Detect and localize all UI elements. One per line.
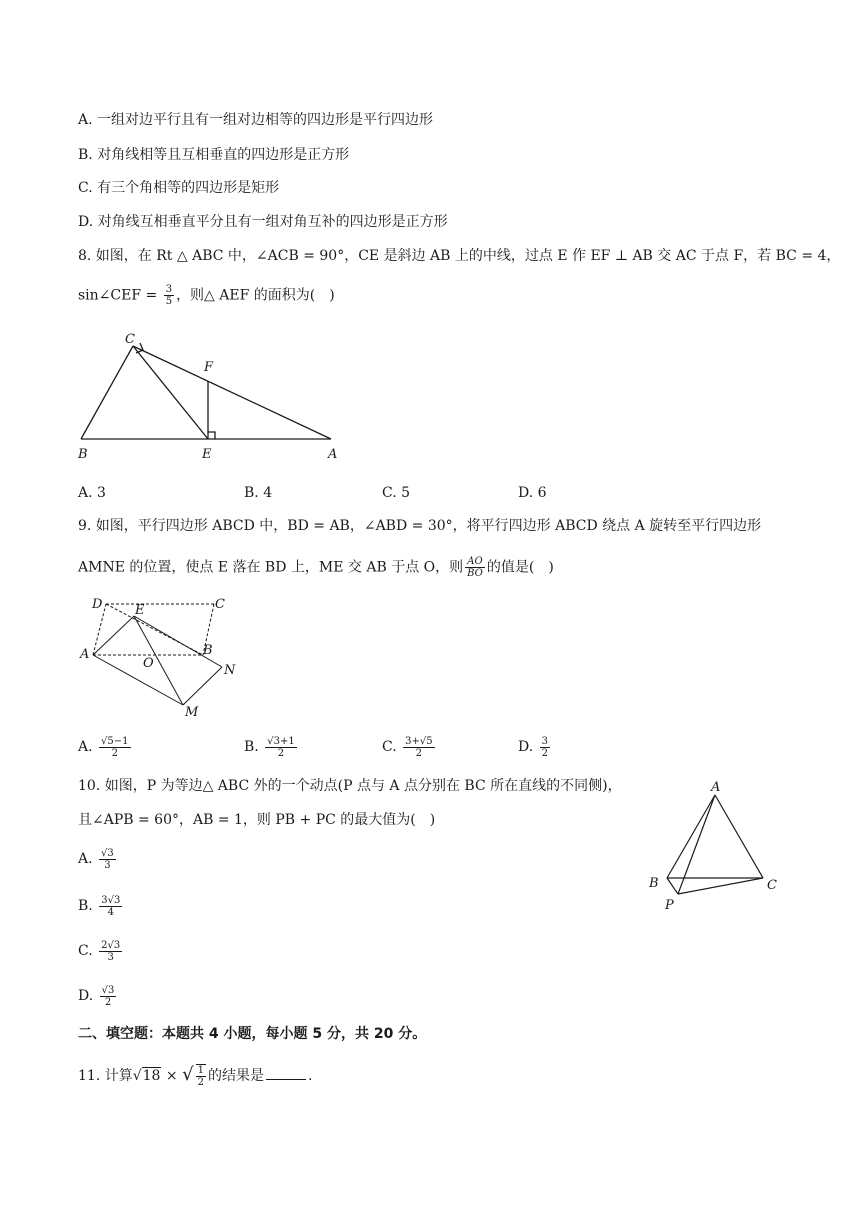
q9-option-b-label: B. bbox=[244, 739, 259, 755]
q9-option-b-num: √3+1 bbox=[267, 735, 295, 747]
q11-answer-blank[interactable] bbox=[266, 1065, 306, 1080]
q10-label-p: P bbox=[665, 898, 674, 913]
q11-stem bbox=[78, 1064, 312, 1088]
q8-option-b: B. 4 bbox=[244, 485, 273, 501]
q8-label-e: E bbox=[202, 447, 212, 462]
q7-option-b: B. 对角线相等且互相垂直的四边形是正方形 bbox=[78, 147, 350, 163]
q10-option-d-num: √3 bbox=[101, 984, 115, 996]
q9-option-d bbox=[518, 734, 552, 760]
q10-seg-ab bbox=[667, 795, 715, 878]
q8-option-a: A. 3 bbox=[78, 485, 106, 501]
q9-option-b bbox=[244, 734, 299, 760]
q11-prefix: 11. 计算 bbox=[78, 1068, 133, 1084]
q10-option-b-label: B. bbox=[78, 898, 93, 914]
q11-sqrt: √18 bbox=[132, 1068, 161, 1084]
q8-seg-bc bbox=[81, 346, 133, 439]
q7-option-c: C. 有三个角相等的四边形是矩形 bbox=[78, 180, 280, 196]
q9-label-a: A bbox=[80, 647, 90, 662]
q9-stem-line1: 9. 如图，平行四边形 ABCD 中，BD = AB，∠ABD = 30°，将平行四边形 ABCD 绕点 A 旋转至平行四边形 bbox=[78, 518, 762, 534]
q8-stem-suffix: ，则△ AEF 的面积为( ) bbox=[176, 287, 335, 304]
q9-option-c-label: C. bbox=[382, 739, 397, 755]
q9-label-d: D bbox=[92, 597, 103, 612]
q9-stem-suffix: 的值是( ) bbox=[486, 559, 554, 576]
q9-fraction bbox=[465, 556, 485, 579]
q8-frac-num: 3 bbox=[165, 284, 173, 295]
q10-seg-ac bbox=[715, 795, 763, 878]
q8-frac-den: 5 bbox=[165, 296, 173, 307]
q8-label-a: A bbox=[328, 447, 338, 462]
q8-seg-ca bbox=[133, 346, 331, 439]
q9-option-a-den: 2 bbox=[111, 747, 118, 759]
q9-options bbox=[78, 734, 778, 760]
q11-fraction bbox=[196, 1064, 206, 1088]
q10-seg-pc bbox=[678, 878, 763, 894]
q8-options bbox=[78, 480, 778, 506]
q10-option-c-num: 2√3 bbox=[101, 939, 121, 951]
q9-option-b-den: 2 bbox=[277, 747, 285, 759]
q10-option-a-num: √3 bbox=[101, 847, 114, 859]
q9-label-e: E bbox=[135, 603, 145, 618]
q9-label-o: O bbox=[143, 656, 154, 671]
q8-seg-ce bbox=[133, 346, 208, 439]
section-heading-fill-blank: 二、填空题：本题共 4 小题，每小题 5 分，共 20 分。 bbox=[78, 1026, 427, 1042]
q10-option-a-label: A. bbox=[78, 851, 93, 867]
q10-option-d-den: 2 bbox=[104, 996, 112, 1008]
q8-fraction bbox=[164, 284, 174, 307]
q9-stem-prefix: AMNE 的位置，使点 E 落在 BD 上，ME 交 AB 于点 O，则 bbox=[78, 559, 464, 576]
q9-option-a bbox=[78, 734, 133, 760]
q8-option-c: C. 5 bbox=[382, 485, 411, 501]
q11-suffix: 的结果是 bbox=[207, 1068, 264, 1084]
q9-label-n: N bbox=[224, 663, 236, 678]
q8-label-b: B bbox=[78, 447, 88, 462]
q9-label-m: M bbox=[185, 705, 199, 720]
q11-end: . bbox=[307, 1068, 313, 1084]
q9-option-c bbox=[382, 734, 437, 760]
q9-frac-num: AO bbox=[467, 556, 483, 567]
q10-seg-ap bbox=[678, 795, 715, 894]
q9-figure bbox=[75, 592, 250, 722]
q11-sqrt-radicand: 18 bbox=[142, 1068, 161, 1084]
q10-label-b: B bbox=[649, 876, 659, 891]
q11-frac-num: 1 bbox=[197, 1065, 204, 1076]
q9-option-a-num: √5−1 bbox=[101, 735, 129, 747]
q9-option-a-label: A. bbox=[78, 739, 93, 755]
q10-figure bbox=[640, 775, 790, 915]
q8-stem-prefix: sin∠CEF = bbox=[78, 287, 162, 304]
q10-option-c-den: 3 bbox=[107, 951, 114, 963]
q8-label-f: F bbox=[204, 360, 214, 375]
q9-option-d-label: D. bbox=[518, 739, 534, 755]
q8-stem-line2 bbox=[78, 284, 335, 307]
q11-times: × bbox=[165, 1068, 178, 1084]
q9-option-d-den: 2 bbox=[541, 747, 549, 759]
q7-option-a: A. 一组对边平行且有一组对边相等的四边形是平行四边形 bbox=[78, 112, 434, 128]
q10-stem-line2: 且∠APB = 60°，AB = 1，则 PB + PC 的最大值为( ) bbox=[78, 812, 436, 828]
q10-option-a-den: 3 bbox=[104, 859, 111, 871]
q9-frac-den: BO bbox=[467, 568, 483, 579]
q10-seg-bp bbox=[667, 878, 678, 894]
q10-stem-line1: 10. 如图，P 为等边△ ABC 外的一个动点(P 点与 A 点分别在 BC 所在直线的不同侧)， bbox=[78, 778, 622, 794]
q8-option-d: D. 6 bbox=[518, 485, 547, 501]
q11-sqrt-frac: √ bbox=[182, 1064, 194, 1085]
q8-figure bbox=[70, 325, 350, 465]
q10-option-b-den: 4 bbox=[107, 906, 114, 918]
q10-option-d-label: D. bbox=[78, 988, 94, 1004]
q9-seg-ae bbox=[93, 616, 134, 655]
q8-right-angle-e bbox=[208, 432, 215, 439]
q10-option-c-label: C. bbox=[78, 943, 93, 959]
q9-option-c-num: 3+√5 bbox=[405, 735, 433, 747]
q9-stem-line2 bbox=[78, 556, 554, 579]
q10-label-c: C bbox=[767, 878, 777, 893]
q8-label-c: C bbox=[125, 332, 135, 347]
q9-seg-nm bbox=[183, 667, 222, 705]
q10-label-a: A bbox=[711, 780, 721, 795]
q7-option-d: D. 对角线互相垂直平分且有一组对角互补的四边形是正方形 bbox=[78, 214, 448, 230]
q11-frac-den: 2 bbox=[197, 1077, 204, 1088]
q10-option-b-num: 3√3 bbox=[101, 894, 121, 906]
q9-label-c: C bbox=[215, 597, 225, 612]
q9-label-b: B bbox=[203, 643, 213, 658]
q9-option-d-num: 3 bbox=[541, 735, 549, 747]
q8-stem-line1: 8. 如图，在 Rt △ ABC 中，∠ACB = 90°，CE 是斜边 AB 上的中线，过点 E 作 EF ⊥ AB 交 AC 于点 F，若 BC = 4， bbox=[78, 248, 841, 264]
q9-option-c-den: 2 bbox=[415, 747, 423, 759]
